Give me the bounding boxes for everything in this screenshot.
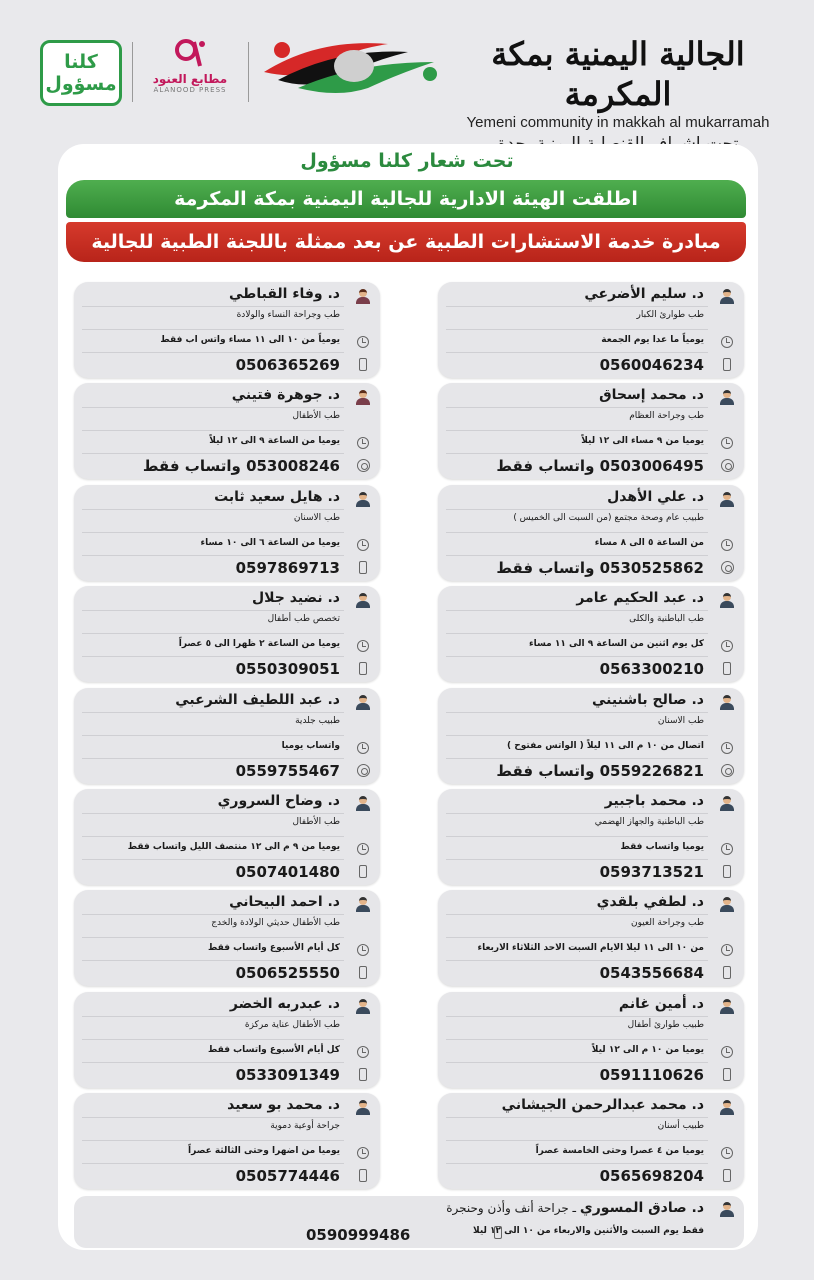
doctor-avatar-icon <box>355 694 371 710</box>
doctor-phone[interactable]: 0506365269 <box>235 356 340 374</box>
doctor-specialty: جراحة أوعية دموية <box>270 1121 340 1131</box>
doctor-avatar-icon <box>719 389 735 405</box>
divider <box>446 1140 708 1141</box>
doctor-card <box>438 1093 744 1189</box>
divider <box>446 960 708 961</box>
doctor-phone[interactable]: 0560046234 <box>599 356 704 374</box>
doctor-hours: يوميا من الساعة ٦ الى ١٠ مساء <box>200 538 340 548</box>
doctor-avatar-icon <box>719 896 735 912</box>
doctor-wide-name-line <box>446 1200 704 1216</box>
divider <box>446 532 708 533</box>
doctor-card <box>74 383 380 479</box>
doctor-card-wide <box>74 1196 744 1248</box>
mobile-icon <box>355 559 371 575</box>
doctor-specialty: طب وجراحة النساء والولادة <box>236 310 340 320</box>
doctor-phone[interactable]: 0550309051 <box>235 660 340 678</box>
doctor-phone[interactable]: 0505774446 <box>235 1167 340 1185</box>
doctor-hours: كل أيام الأسبوع واتساب فقط <box>208 1045 340 1055</box>
doctor-phone[interactable]: 0506525550 <box>235 964 340 982</box>
divider <box>82 758 344 759</box>
divider <box>446 813 708 814</box>
clock-icon <box>355 537 371 553</box>
divider <box>446 555 708 556</box>
doctor-hours: من ١٠ الى ١١ ليلا الايام السبت الاحد الثلاثاء الاربعاء <box>477 943 704 953</box>
doctor-phone[interactable]: 0503006495 واتساب فقط <box>496 457 704 475</box>
doctor-name: د. وضاح السروري <box>217 793 340 809</box>
doctor-specialty: طب الأطفال <box>292 411 340 421</box>
doctor-avatar-icon <box>355 795 371 811</box>
doctor-hours: يومياً من ١٠ الى ١١ مساء واتس اب فقط <box>160 335 340 345</box>
alanood-ar: مطابع العنود <box>152 72 228 86</box>
kulna-logo-line2: مسؤول <box>45 73 117 95</box>
doctor-specialty: طبيب طوارئ أطفال <box>627 1020 704 1030</box>
doctor-card <box>74 992 380 1088</box>
doctor-card <box>438 688 744 784</box>
mobile-icon <box>719 1167 735 1183</box>
doctor-name: د. احمد البيحاني <box>229 894 340 910</box>
divider <box>82 532 344 533</box>
doctor-hours: يوميا واتساب فقط <box>620 842 704 852</box>
clock-icon <box>355 334 371 350</box>
doctor-hours: يوميا من ٩ مساء الى ١٢ ليلاً <box>581 436 704 446</box>
doctor-card <box>74 586 380 682</box>
divider <box>82 453 344 454</box>
divider <box>82 1016 344 1017</box>
doctor-card <box>438 383 744 479</box>
doctor-name: د. صالح باشنيني <box>592 692 704 708</box>
doctor-hours: كل أيام الأسبوع واتساب فقط <box>208 943 340 953</box>
clock-icon <box>719 740 735 756</box>
mobile-icon <box>355 356 371 372</box>
doctor-phone[interactable]: 0559226821 واتساب فقط <box>496 762 704 780</box>
doctor-hours: يوميا من الساعة ٩ الى ١٢ ليلاً <box>209 436 340 446</box>
doctor-name: د. سليم الأضرعي <box>584 286 704 302</box>
divider <box>446 712 708 713</box>
doctor-hours: يوميا من اضهرا وحتى الثالثة عصراً <box>188 1146 340 1156</box>
divider <box>82 407 344 408</box>
kulna-logo-line1: كلنا <box>64 51 98 73</box>
doctor-avatar-icon <box>719 1099 735 1115</box>
divider <box>446 836 708 837</box>
doctor-name: د. عبد الحكيم عامر <box>576 590 704 606</box>
whatsapp-icon <box>719 559 735 575</box>
divider <box>82 610 344 611</box>
doctor-card <box>74 282 380 378</box>
doctor-phone: 0590999486 <box>306 1226 411 1244</box>
doctor-hours: اتصال من ١٠ م الى ١١ ليلاً ( الواتس مفتوح ) <box>507 741 704 751</box>
doctor-name: د. نضيد جلال <box>252 590 340 606</box>
divider <box>82 960 344 961</box>
doctor-name: د. جوهرة فتيني <box>231 387 340 403</box>
doctor-hours: يوميا من ٤ عصرا وحتى الخامسة عصراً <box>535 1146 704 1156</box>
mobile-icon <box>719 356 735 372</box>
whatsapp-icon <box>719 457 735 473</box>
doctor-specialty: طبيب عام وصحة مجتمع (من السبت الى الخميس ) <box>513 513 704 523</box>
clock-icon <box>355 841 371 857</box>
mobile-icon <box>355 863 371 879</box>
community-title-en: Yemeni community in makkah al mukarramah <box>466 114 770 131</box>
doctor-avatar-icon <box>355 389 371 405</box>
doctor-avatar-icon <box>719 288 735 304</box>
doctor-avatar-icon <box>355 491 371 507</box>
doctor-phone[interactable]: 0543556684 <box>599 964 704 982</box>
doctor-specialty: طبيب أسنان <box>657 1121 704 1131</box>
divider <box>446 735 708 736</box>
doctor-card <box>438 586 744 682</box>
doctor-name: د. محمد باجبير <box>604 793 704 809</box>
mobile-icon <box>355 660 371 676</box>
doctor-name: د. علي الأهدل <box>607 489 704 505</box>
divider <box>446 306 708 307</box>
divider <box>446 407 708 408</box>
clock-icon <box>719 334 735 350</box>
doctor-phone[interactable]: 0593713521 <box>599 863 704 881</box>
banner-green: اطلقت الهيئة الادارية للجالية اليمنية بمكة المكرمة <box>66 180 746 218</box>
divider <box>82 555 344 556</box>
divider <box>446 1117 708 1118</box>
mobile-icon <box>719 1066 735 1082</box>
doctor-hours: كل يوم اثنين من الساعة ٩ الى ١١ مساء <box>529 639 704 649</box>
doctor-card <box>74 789 380 885</box>
clock-icon <box>355 435 371 451</box>
logo-divider <box>132 42 133 102</box>
divider <box>446 329 708 330</box>
doctor-phone[interactable]: 0563300210 <box>599 660 704 678</box>
doctor-specialty: طب وجراحة العيون <box>630 918 704 928</box>
divider <box>82 735 344 736</box>
divider <box>82 836 344 837</box>
doctor-name: د. هايل سعيد ثابت <box>214 489 340 505</box>
doctor-name: د. عبد اللطيف الشرعبي <box>175 692 340 708</box>
slogan: تحت شعار كلنا مسؤول <box>300 150 514 172</box>
doctor-hours: واتساب يوميا <box>281 741 340 751</box>
doctor-hours: يوميا من الساعة ٢ ظهرا الى ٥ عصراً <box>178 639 340 649</box>
doctor-specialty: طب الأطفال <box>292 817 340 827</box>
divider <box>446 758 708 759</box>
divider <box>82 914 344 915</box>
clock-icon <box>719 435 735 451</box>
doctor-phone[interactable]: 0559755467 <box>235 762 340 780</box>
doctor-specialty: طب الاسنان <box>657 716 704 726</box>
clock-icon <box>719 1044 735 1060</box>
doctor-specialty: طب وجراحة العظام <box>629 411 704 421</box>
clock-icon <box>719 942 735 958</box>
doctor-name: د. وفاء القباطي <box>229 286 340 302</box>
doctor-specialty: تخصص طب أطفال <box>267 614 340 624</box>
mobile-icon <box>719 964 735 980</box>
mobile-icon <box>719 863 735 879</box>
alanood-en: ALANOOD PRESS <box>153 86 227 94</box>
doctor-name: د. أمين غانم <box>618 996 704 1012</box>
divider <box>446 453 708 454</box>
doctor-card <box>74 1093 380 1189</box>
divider <box>82 859 344 860</box>
divider <box>82 712 344 713</box>
doctor-hours: من الساعة ٥ الى ٨ مساء <box>594 538 704 548</box>
divider <box>82 937 344 938</box>
divider <box>446 352 708 353</box>
divider <box>446 610 708 611</box>
mobile-icon <box>494 1226 502 1239</box>
doctor-avatar-icon <box>720 1202 734 1217</box>
doctor-name: د. عبدربه الخضر <box>229 996 340 1012</box>
doctor-avatar-icon <box>355 998 371 1014</box>
clock-icon <box>719 537 735 553</box>
handshake-emblem-icon <box>258 28 448 108</box>
doctor-avatar-icon <box>719 795 735 811</box>
divider <box>82 1117 344 1118</box>
banner-red: مبادرة خدمة الاستشارات الطبية عن بعد ممثلة باللجنة الطبية للجالية <box>66 222 746 262</box>
doctor-avatar-icon <box>355 592 371 608</box>
doctor-specialty: طب الأطفال حديثي الولادة والخدج <box>211 918 340 928</box>
doctor-hours: فقط يوم السبت والأثنين والاربعاء من ١٠ الى ١٢ ليلا <box>472 1226 704 1236</box>
divider <box>446 656 708 657</box>
doctor-avatar-icon <box>355 1099 371 1115</box>
doctor-name: د. صادق المسوري <box>579 1200 704 1216</box>
mobile-icon <box>355 964 371 980</box>
whatsapp-icon <box>719 762 735 778</box>
divider <box>82 813 344 814</box>
doctor-name: د. لطفي بلقدي <box>596 894 704 910</box>
doctor-phone[interactable]: 053008246 واتساب فقط <box>142 457 340 475</box>
doctor-name: د. محمد إسحاق <box>599 387 704 403</box>
clock-icon <box>355 942 371 958</box>
doctor-hours: يومياً ما عدا يوم الجمعة <box>601 335 704 345</box>
doctor-avatar-icon <box>719 592 735 608</box>
doctor-card <box>438 890 744 986</box>
logo-divider <box>248 42 249 102</box>
doctor-hours: يوميا من ١٠ م الى ١٢ ليلاً <box>591 1045 704 1055</box>
divider <box>446 1016 708 1017</box>
community-title-ar: الجالية اليمنية بمكة المكرمة <box>491 35 745 113</box>
doctor-specialty: طب الاسنان <box>293 513 340 523</box>
divider <box>82 352 344 353</box>
doctor-card <box>438 282 744 378</box>
divider <box>82 509 344 510</box>
doctor-specialty: طبيب جلدية <box>295 716 340 726</box>
divider <box>446 859 708 860</box>
kulna-logo <box>40 40 122 106</box>
doctor-hours: يوميا من ٩ م الى ١٢ منتصف الليل واتساب فقط <box>127 842 340 852</box>
alanood-mark-icon <box>170 36 210 72</box>
divider <box>446 937 708 938</box>
whatsapp-icon <box>355 457 371 473</box>
doctor-name: د. محمد بو سعيد <box>227 1097 340 1113</box>
doctor-avatar-icon <box>719 998 735 1014</box>
divider <box>446 1039 708 1040</box>
doctor-phone[interactable]: 0530525862 واتساب فقط <box>496 559 704 577</box>
divider <box>446 509 708 510</box>
doctor-card <box>438 992 744 1088</box>
doctor-specialty: ـ جراحة أنف وأذن وحنجرة <box>446 1201 577 1215</box>
doctor-name: د. محمد عبدالرحمن الجيشاني <box>501 1097 704 1113</box>
doctor-avatar-icon <box>719 694 735 710</box>
divider <box>446 914 708 915</box>
doctor-card <box>74 890 380 986</box>
doctor-specialty: طب الباطنية والجهاز الهضمي <box>594 817 704 827</box>
doctor-phone[interactable]: 0565698204 <box>599 1167 704 1185</box>
doctor-card <box>438 789 744 885</box>
divider <box>82 1039 344 1040</box>
doctor-phone[interactable]: 0533091349 <box>235 1066 340 1084</box>
doctor-specialty: طب طوارئ الكبار <box>636 310 704 320</box>
divider <box>446 633 708 634</box>
alanood-press-logo <box>142 36 238 106</box>
divider <box>82 1062 344 1063</box>
clock-icon <box>355 638 371 654</box>
mobile-icon <box>355 1066 371 1082</box>
whatsapp-icon <box>355 762 371 778</box>
doctor-card <box>74 485 380 581</box>
doctor-phone[interactable]: 0507401480 <box>235 863 340 881</box>
clock-icon <box>719 841 735 857</box>
clock-icon <box>355 1145 371 1161</box>
divider <box>82 656 344 657</box>
clock-icon <box>355 740 371 756</box>
mobile-icon <box>719 660 735 676</box>
clock-icon <box>719 638 735 654</box>
doctor-avatar-icon <box>355 896 371 912</box>
doctor-avatar-icon <box>355 288 371 304</box>
doctor-specialty: طب الأطفال عناية مركزة <box>244 1020 340 1030</box>
divider <box>446 1163 708 1164</box>
community-title <box>462 34 774 156</box>
divider <box>446 430 708 431</box>
divider <box>82 329 344 330</box>
clock-icon <box>355 1044 371 1060</box>
doctor-phone[interactable]: 0591110626 <box>599 1066 704 1084</box>
doctor-phone[interactable]: 0597869713 <box>235 559 340 577</box>
divider <box>82 633 344 634</box>
clock-icon <box>719 1145 735 1161</box>
divider <box>446 1062 708 1063</box>
divider <box>82 1163 344 1164</box>
divider <box>82 1140 344 1141</box>
divider <box>82 306 344 307</box>
divider <box>82 430 344 431</box>
doctor-specialty: طب الباطنية والكلى <box>629 614 704 624</box>
doctor-card <box>74 688 380 784</box>
mobile-icon <box>355 1167 371 1183</box>
doctor-card <box>438 485 744 581</box>
doctor-avatar-icon <box>719 491 735 507</box>
